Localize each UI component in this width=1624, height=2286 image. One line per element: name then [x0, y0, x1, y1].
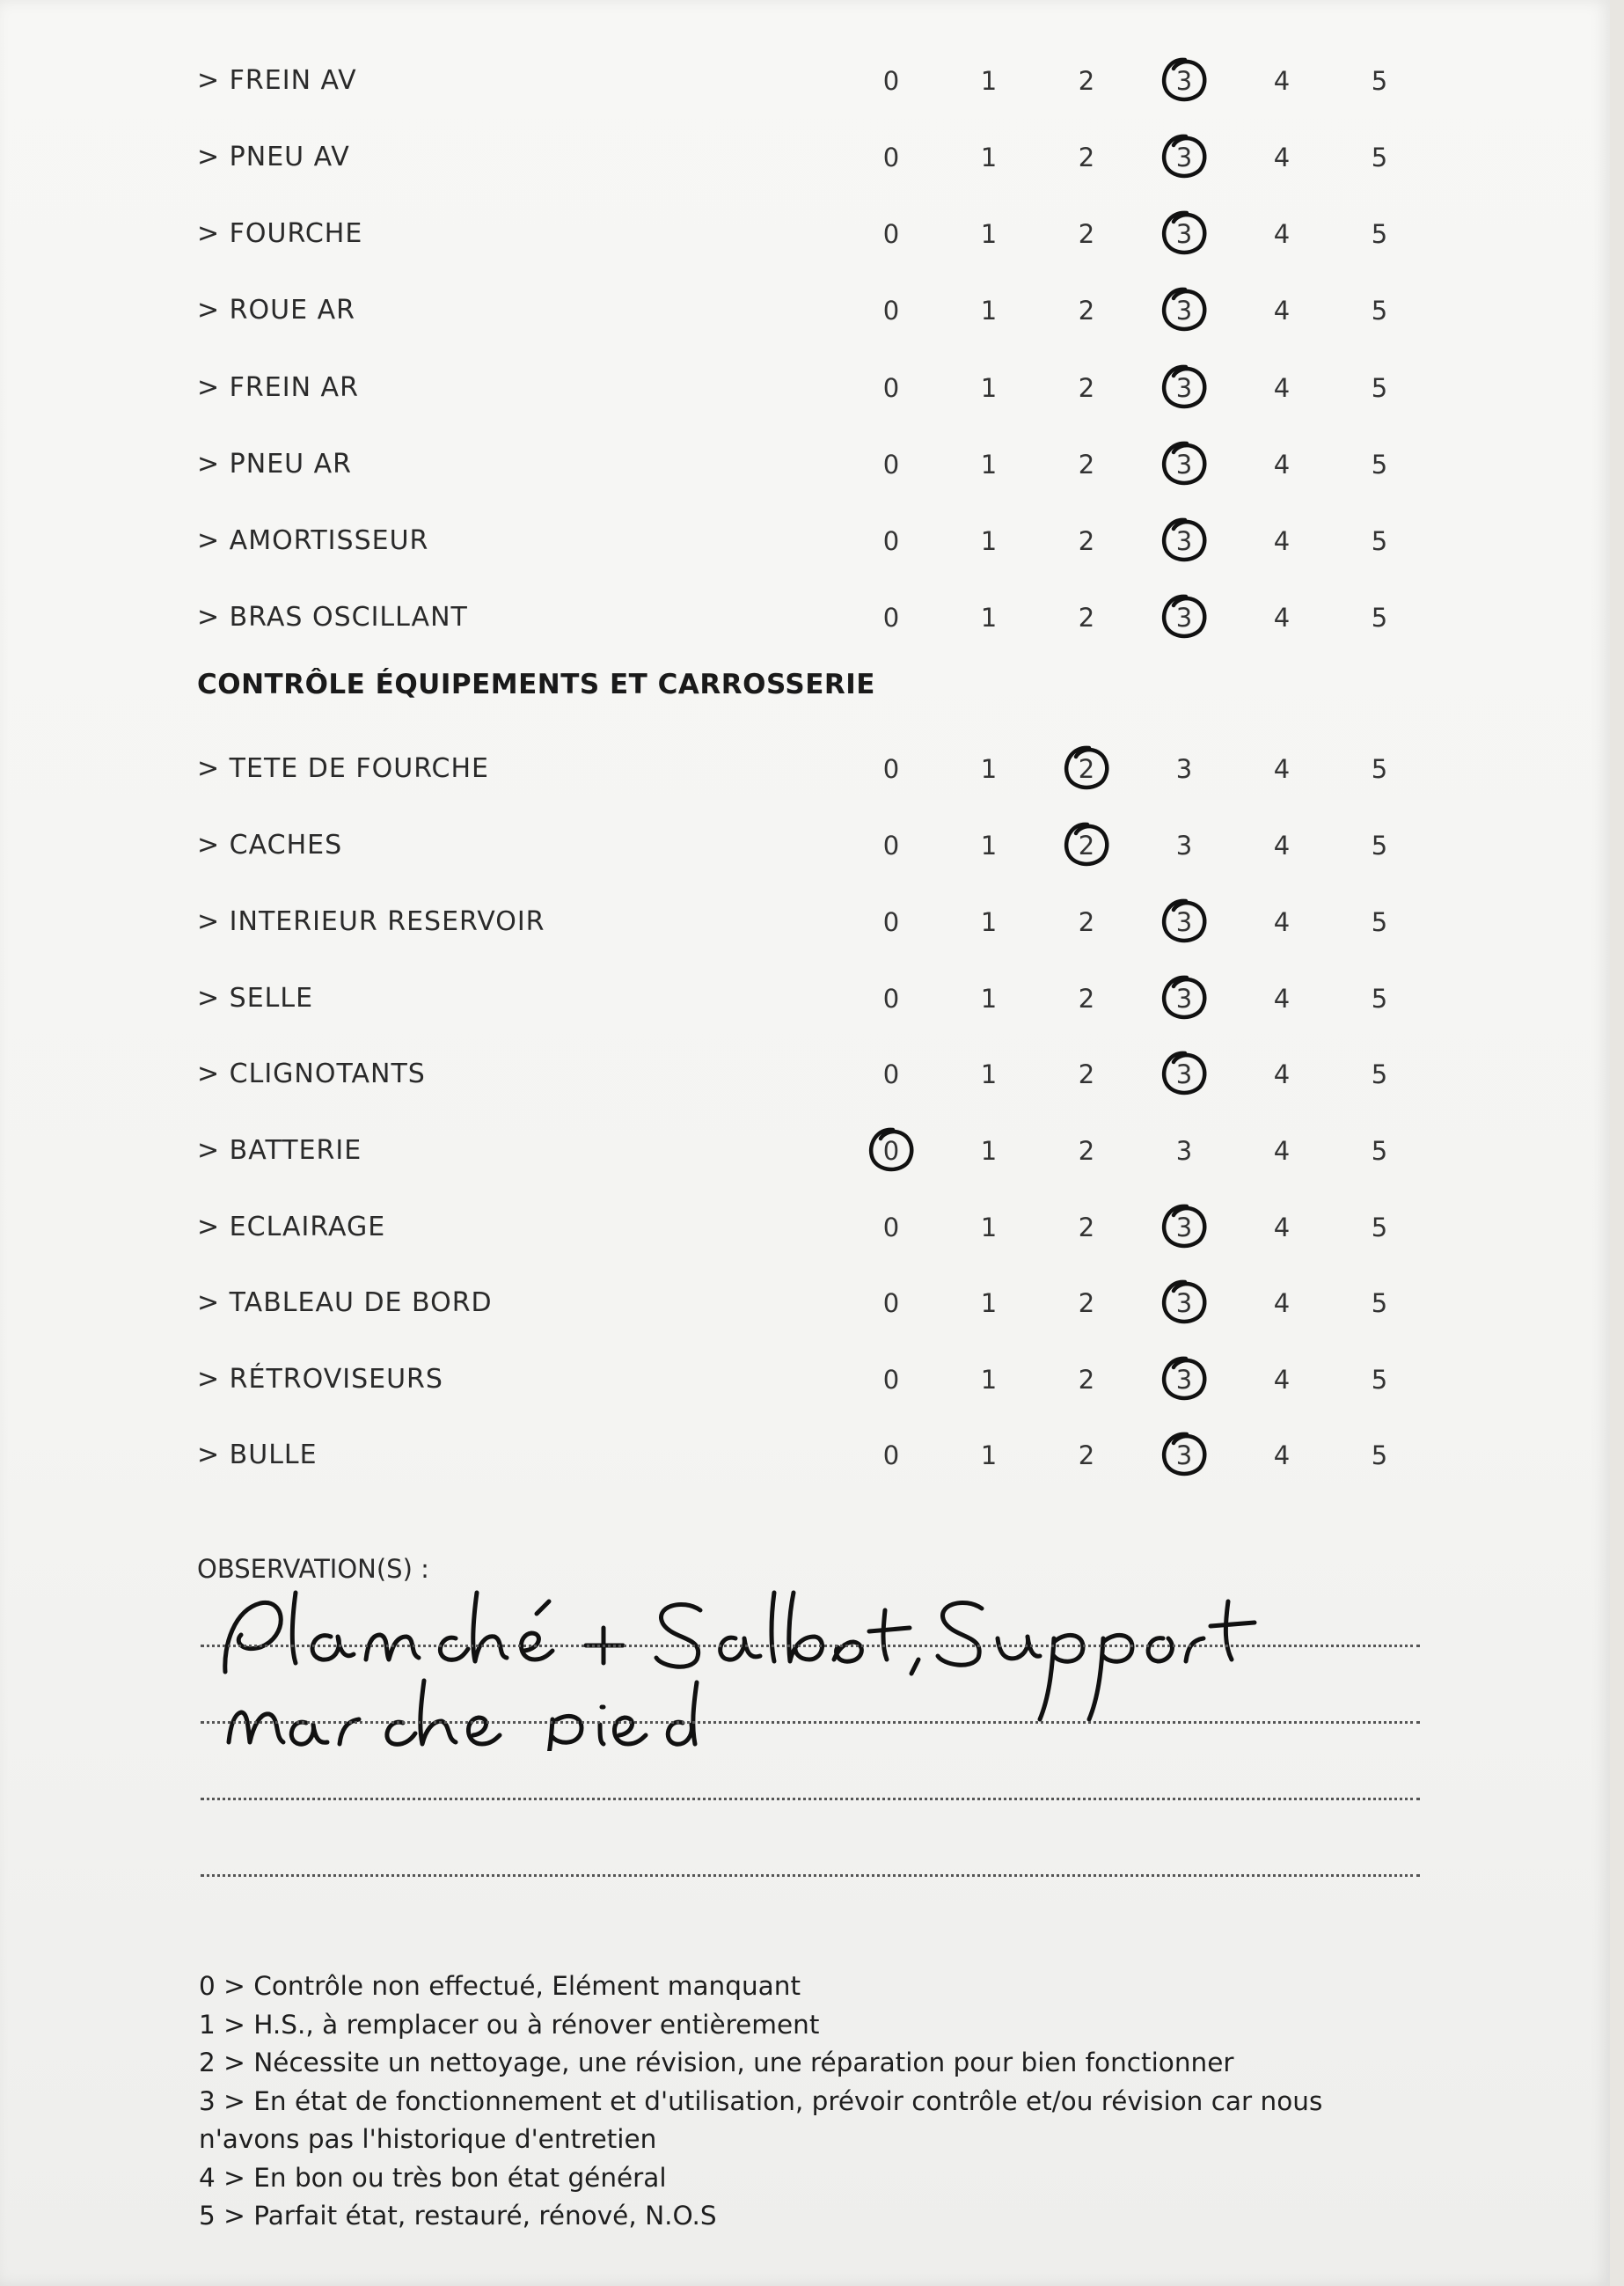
score-0[interactable]: 0 — [882, 1288, 900, 1318]
inspection-row — [0, 1048, 1496, 1101]
score-1[interactable]: 1 — [980, 1440, 998, 1470]
score-3[interactable]: 3 — [1175, 526, 1193, 556]
score-2[interactable]: 2 — [1078, 754, 1095, 784]
score-4[interactable]: 4 — [1273, 831, 1291, 861]
score-5[interactable]: 5 — [1371, 1440, 1388, 1470]
score-legend — [199, 1967, 1430, 2236]
score-1[interactable]: 1 — [980, 1365, 998, 1395]
row-label: > PNEU AV — [197, 142, 350, 172]
score-1[interactable]: 1 — [980, 219, 998, 249]
score-0[interactable]: 0 — [882, 1213, 900, 1242]
score-2[interactable]: 2 — [1078, 603, 1095, 633]
row-label: > ECLAIRAGE — [197, 1212, 386, 1242]
score-2[interactable]: 2 — [1078, 1213, 1095, 1242]
score-3[interactable]: 3 — [1175, 1136, 1193, 1166]
inspection-row — [0, 55, 1496, 107]
row-label: > CLIGNOTANTS — [197, 1059, 426, 1089]
score-5[interactable]: 5 — [1371, 603, 1388, 633]
score-1[interactable]: 1 — [980, 296, 998, 326]
score-0[interactable]: 0 — [882, 143, 900, 172]
inspection-row — [0, 743, 1496, 795]
observation-line[interactable] — [201, 1721, 1420, 1724]
score-4[interactable]: 4 — [1273, 526, 1291, 556]
score-2[interactable]: 2 — [1078, 1440, 1095, 1470]
score-4[interactable]: 4 — [1273, 450, 1291, 480]
legend-item: 2 > Nécessite un nettoyage, une révision, une réparation pour bien fonctionner — [199, 2048, 1234, 2077]
inspection-row — [0, 1429, 1496, 1482]
score-3[interactable]: 3 — [1175, 219, 1193, 249]
score-2[interactable]: 2 — [1078, 66, 1095, 96]
score-3[interactable]: 3 — [1175, 603, 1193, 633]
score-1[interactable]: 1 — [980, 1136, 998, 1166]
legend-item: 1 > H.S., à remplacer ou à rénover entièrement — [199, 2009, 820, 2040]
score-3[interactable]: 3 — [1175, 1213, 1193, 1242]
score-1[interactable]: 1 — [980, 1059, 998, 1089]
score-2[interactable]: 2 — [1078, 373, 1095, 403]
score-3[interactable]: 3 — [1175, 1059, 1193, 1089]
score-2[interactable]: 2 — [1078, 143, 1095, 172]
score-5[interactable]: 5 — [1371, 296, 1388, 326]
score-3[interactable]: 3 — [1175, 1440, 1193, 1470]
score-4[interactable]: 4 — [1273, 1288, 1291, 1318]
score-3[interactable]: 3 — [1175, 66, 1193, 96]
score-1[interactable]: 1 — [980, 907, 998, 937]
inspection-row — [0, 1277, 1496, 1330]
score-5[interactable]: 5 — [1371, 831, 1388, 861]
score-4[interactable]: 4 — [1273, 66, 1291, 96]
legend-item: 4 > En bon ou très bon état général — [199, 2162, 667, 2193]
score-5[interactable]: 5 — [1371, 1213, 1388, 1242]
row-label: > INTERIEUR RESERVOIR — [197, 906, 545, 937]
score-4[interactable]: 4 — [1273, 1365, 1291, 1395]
score-5[interactable]: 5 — [1371, 450, 1388, 480]
score-2[interactable]: 2 — [1078, 1059, 1095, 1089]
score-0[interactable]: 0 — [882, 603, 900, 633]
score-0[interactable]: 0 — [882, 1365, 900, 1395]
section-title: CONTRÔLE ÉQUIPEMENTS ET CARROSSERIE — [197, 669, 875, 700]
score-1[interactable]: 1 — [980, 603, 998, 633]
score-0[interactable]: 0 — [882, 831, 900, 861]
score-1[interactable]: 1 — [980, 450, 998, 480]
score-4[interactable]: 4 — [1273, 1059, 1291, 1089]
row-label: > TETE DE FOURCHE — [197, 753, 489, 784]
score-1[interactable]: 1 — [980, 143, 998, 172]
score-5[interactable]: 5 — [1371, 526, 1388, 556]
inspection-row — [0, 284, 1496, 337]
inspection-row — [0, 515, 1496, 568]
row-label: > BRAS OSCILLANT — [197, 602, 468, 633]
score-2[interactable]: 2 — [1078, 296, 1095, 326]
score-5[interactable]: 5 — [1371, 984, 1388, 1014]
score-0[interactable]: 0 — [882, 526, 900, 556]
score-5[interactable]: 5 — [1371, 373, 1388, 403]
legend-item: 3 > En état de fonctionnement et d'utilisation, prévoir contrôle et/ou révision car nous n'avons pas l'historique d'entretien — [199, 2085, 1323, 2154]
score-0[interactable]: 0 — [882, 219, 900, 249]
observation-line[interactable] — [201, 1874, 1420, 1877]
observations-label: OBSERVATION(S) : — [197, 1554, 429, 1584]
score-4[interactable]: 4 — [1273, 984, 1291, 1014]
score-5[interactable]: 5 — [1371, 1059, 1388, 1089]
score-0[interactable]: 0 — [882, 66, 900, 96]
row-label: > CACHES — [197, 830, 343, 861]
score-0[interactable]: 0 — [882, 984, 900, 1014]
score-1[interactable]: 1 — [980, 831, 998, 861]
score-1[interactable]: 1 — [980, 984, 998, 1014]
score-2[interactable]: 2 — [1078, 219, 1095, 249]
inspection-row — [0, 208, 1496, 260]
score-4[interactable]: 4 — [1273, 1136, 1291, 1166]
score-5[interactable]: 5 — [1371, 66, 1388, 96]
row-label: > FREIN AV — [197, 65, 357, 96]
observation-line[interactable] — [201, 1798, 1420, 1800]
score-4[interactable]: 4 — [1273, 296, 1291, 326]
score-1[interactable]: 1 — [980, 526, 998, 556]
inspection-row — [0, 896, 1496, 949]
score-2[interactable]: 2 — [1078, 984, 1095, 1014]
score-2[interactable]: 2 — [1078, 1365, 1095, 1395]
score-0[interactable]: 0 — [882, 373, 900, 403]
inspection-row — [0, 131, 1496, 184]
score-3[interactable]: 3 — [1175, 296, 1193, 326]
score-3[interactable]: 3 — [1175, 907, 1193, 937]
inspection-row — [0, 362, 1496, 414]
score-0[interactable]: 0 — [882, 754, 900, 784]
score-5[interactable]: 5 — [1371, 907, 1388, 937]
inspection-row — [0, 819, 1496, 872]
score-4[interactable]: 4 — [1273, 1440, 1291, 1470]
score-3[interactable]: 3 — [1175, 143, 1193, 172]
score-3[interactable]: 3 — [1175, 831, 1193, 861]
score-0[interactable]: 0 — [882, 907, 900, 937]
score-3[interactable]: 3 — [1175, 450, 1193, 480]
score-0[interactable]: 0 — [882, 1136, 900, 1166]
row-label: > SELLE — [197, 983, 314, 1014]
score-2[interactable]: 2 — [1078, 907, 1095, 937]
score-5[interactable]: 5 — [1371, 754, 1388, 784]
inspection-row — [0, 1201, 1496, 1254]
score-4[interactable]: 4 — [1273, 603, 1291, 633]
score-1[interactable]: 1 — [980, 1288, 998, 1318]
score-3[interactable]: 3 — [1175, 1288, 1193, 1318]
inspection-row — [0, 1353, 1496, 1406]
legend-item: 5 > Parfait état, restauré, rénové, N.O.S — [199, 2201, 717, 2231]
inspection-row — [0, 438, 1496, 491]
row-label: > BATTERIE — [197, 1135, 362, 1166]
score-0[interactable]: 0 — [882, 1059, 900, 1089]
score-5[interactable]: 5 — [1371, 143, 1388, 172]
inspection-row — [0, 1125, 1496, 1177]
row-label: > FREIN AR — [197, 372, 359, 403]
score-1[interactable]: 1 — [980, 66, 998, 96]
row-label: > RÉTROVISEURS — [197, 1364, 443, 1395]
score-0[interactable]: 0 — [882, 296, 900, 326]
score-0[interactable]: 0 — [882, 450, 900, 480]
score-5[interactable]: 5 — [1371, 1136, 1388, 1166]
score-3[interactable]: 3 — [1175, 754, 1193, 784]
score-4[interactable]: 4 — [1273, 754, 1291, 784]
row-label: > BULLE — [197, 1440, 318, 1470]
score-1[interactable]: 1 — [980, 754, 998, 784]
score-5[interactable]: 5 — [1371, 1365, 1388, 1395]
score-1[interactable]: 1 — [980, 373, 998, 403]
legend-item: 0 > Contrôle non effectué, Elément manquant — [199, 1971, 801, 2001]
score-3[interactable]: 3 — [1175, 373, 1193, 403]
score-4[interactable]: 4 — [1273, 219, 1291, 249]
score-4[interactable]: 4 — [1273, 1213, 1291, 1242]
inspection-row — [0, 972, 1496, 1025]
score-4[interactable]: 4 — [1273, 373, 1291, 403]
score-2[interactable]: 2 — [1078, 450, 1095, 480]
score-2[interactable]: 2 — [1078, 831, 1095, 861]
row-label: > TABLEAU DE BORD — [197, 1287, 493, 1318]
score-4[interactable]: 4 — [1273, 143, 1291, 172]
score-5[interactable]: 5 — [1371, 219, 1388, 249]
score-1[interactable]: 1 — [980, 1213, 998, 1242]
score-3[interactable]: 3 — [1175, 1365, 1193, 1395]
score-0[interactable]: 0 — [882, 1440, 900, 1470]
score-2[interactable]: 2 — [1078, 526, 1095, 556]
row-label: > PNEU AR — [197, 449, 353, 480]
row-label: > FOURCHE — [197, 218, 363, 249]
score-2[interactable]: 2 — [1078, 1136, 1095, 1166]
score-5[interactable]: 5 — [1371, 1288, 1388, 1318]
score-4[interactable]: 4 — [1273, 907, 1291, 937]
score-2[interactable]: 2 — [1078, 1288, 1095, 1318]
score-3[interactable]: 3 — [1175, 984, 1193, 1014]
inspection-row — [0, 591, 1496, 644]
observation-line[interactable] — [201, 1645, 1420, 1647]
handwritten-observation — [208, 1575, 1263, 1751]
row-label: > ROUE AR — [197, 295, 355, 326]
row-label: > AMORTISSEUR — [197, 525, 429, 556]
